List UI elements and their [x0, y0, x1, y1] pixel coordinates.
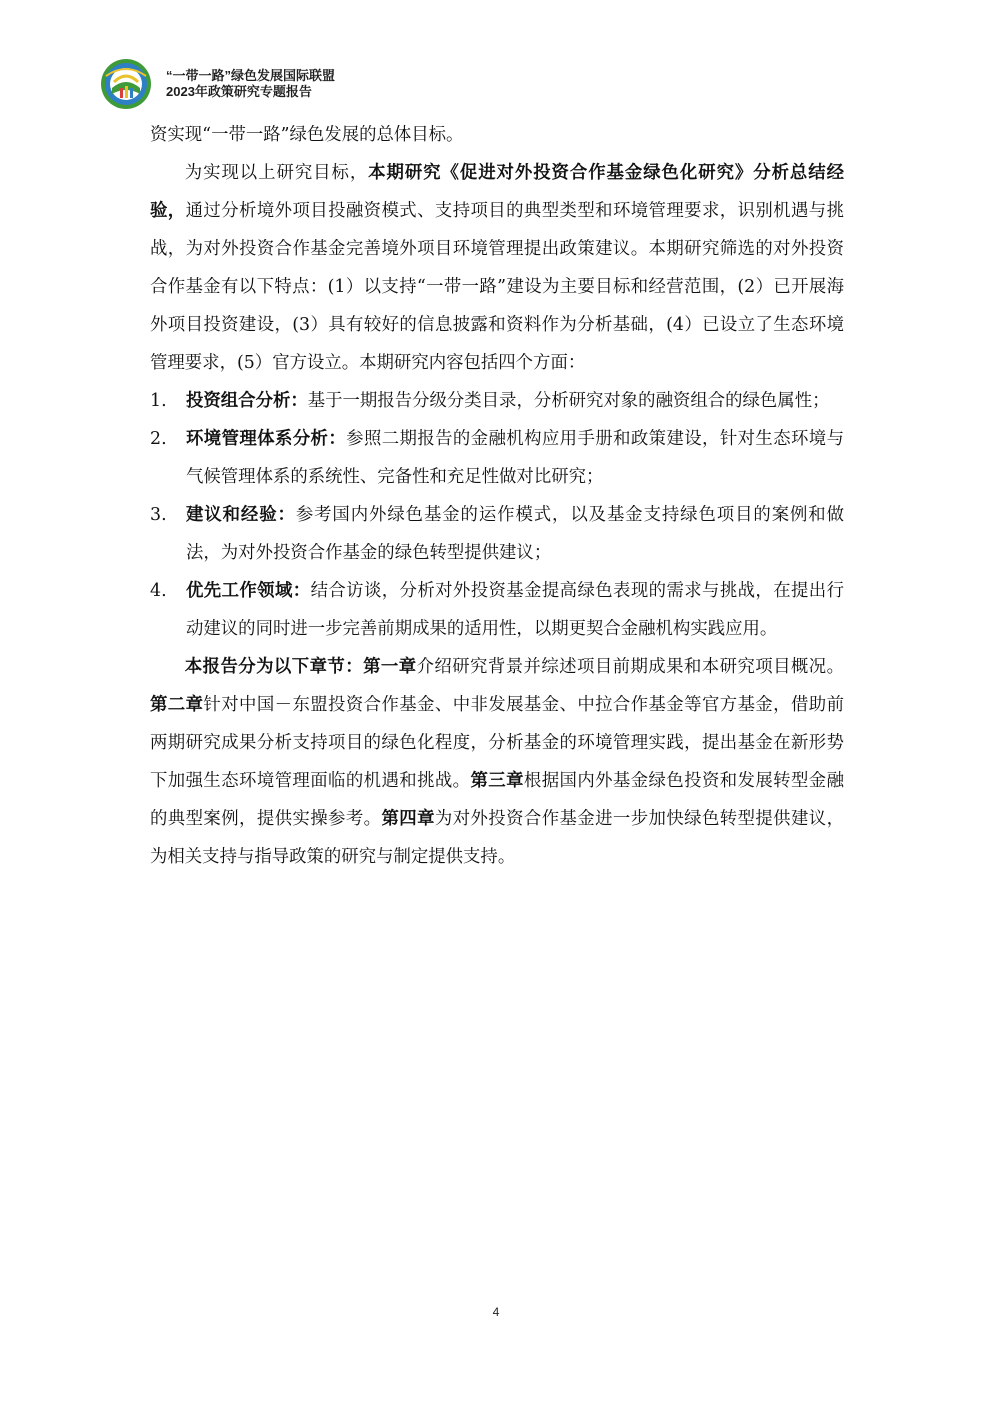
list-item-number: 1. — [150, 391, 167, 411]
chapter-2-label: 第二章 — [150, 695, 204, 715]
list-item-text: 参照二期报告的金融机构应用手册和政策建设，针对生态环境与气候管理体系的系统性、完备性和充足性做对比研究； — [186, 429, 844, 487]
list-item-text: 参考国内外绿色基金的运作模式，以及基金支持绿色项目的案例和做法，为对外投资合作基金的绿色转型提供建议； — [186, 505, 844, 563]
paragraph-2-lead: 为实现以上研究目标， — [184, 163, 369, 183]
chapter-2-text: 针对中国－东盟投资合作基金、中非发展基金、中拉合作基金等官方基金，借助前两期研究成果分析支持项目的绿色化程度，分析基金的环境管理实践，提出基金在新形势下加强生态环境管理面临的机遇和挑战。 — [150, 695, 844, 791]
page-number: 4 — [492, 1305, 500, 1319]
paragraph-2-rest: 通过分析境外项目投融资模式、支持项目的典型类型和环境管理要求，识别机遇与挑战，为对外投资合作基金完善境外项目环境管理提出政策建议。本期研究筛选的对外投资合作基金有以下特点：(1）以支持“一带一路”建设为主要目标和经营范围，(2）已开展海外项目投资建设，(3）具有较好的信息披露和资料作为分析基础，(4）已设立了生态环境管理要求，(5）官方设立。本期研究内容包括四个方面： — [150, 201, 844, 373]
list-item-body — [186, 382, 844, 420]
paragraph-2 — [150, 154, 844, 382]
header-line2: 2023年政策研究专题报告 — [166, 84, 312, 99]
chapter-overview-lead: 本报告分为以下章节： — [184, 657, 364, 677]
chapter-3-text: 根据国内外基金绿色投资和发展转型金融的典型案例，提供实操参考。 — [150, 771, 844, 829]
list-item-body — [186, 496, 844, 572]
chapter-1-text: 介绍研究背景并综述项目前期成果和本研究项目概况。 — [416, 657, 844, 677]
list-item — [150, 496, 844, 572]
research-content-list — [150, 382, 844, 648]
header-title — [166, 68, 335, 100]
list-item — [150, 572, 844, 648]
list-item — [150, 420, 844, 496]
chapter-4-label: 第四章 — [381, 809, 435, 829]
paragraph-2-bold: 本期研究《促进对外投资合作基金绿色化研究》分析总结经验， — [150, 163, 844, 221]
list-item-number: 3. — [150, 505, 167, 525]
chapter-3-label: 第三章 — [470, 771, 524, 791]
document-body — [150, 116, 844, 876]
chapter-4-text: 为对外投资合作基金进一步加快绿色转型提供建议，为相关支持与指导政策的研究与制定提供支持。 — [150, 809, 844, 867]
list-item-number: 2. — [150, 429, 167, 449]
alliance-logo-icon — [100, 58, 152, 110]
list-item — [150, 382, 844, 420]
list-item-body — [186, 572, 844, 648]
list-item-title: 环境管理体系分析： — [186, 429, 347, 449]
chapter-overview-paragraph — [150, 648, 844, 876]
list-item-text: 基于一期报告分级分类目录，分析研究对象的融资组合的绿色属性； — [307, 391, 830, 411]
list-item-text: 结合访谈，分析对外投资基金提高绿色表现的需求与挑战，在提出行动建议的同时进一步完善前期成果的适用性，以期更契合金融机构实践应用。 — [186, 581, 844, 639]
header-line1: “一带一路”绿色发展国际联盟 — [166, 68, 336, 83]
list-item-title: 投资组合分析： — [186, 391, 308, 411]
paragraph-1: 资实现“一带一路”绿色发展的总体目标。 — [150, 125, 464, 145]
list-item-title: 优先工作领域： — [186, 581, 311, 601]
list-item-number: 4. — [150, 581, 167, 601]
report-header — [100, 56, 335, 112]
list-item-title: 建议和经验： — [186, 505, 296, 525]
chapter-1-label: 第一章 — [363, 657, 417, 677]
list-item-body — [186, 420, 844, 496]
